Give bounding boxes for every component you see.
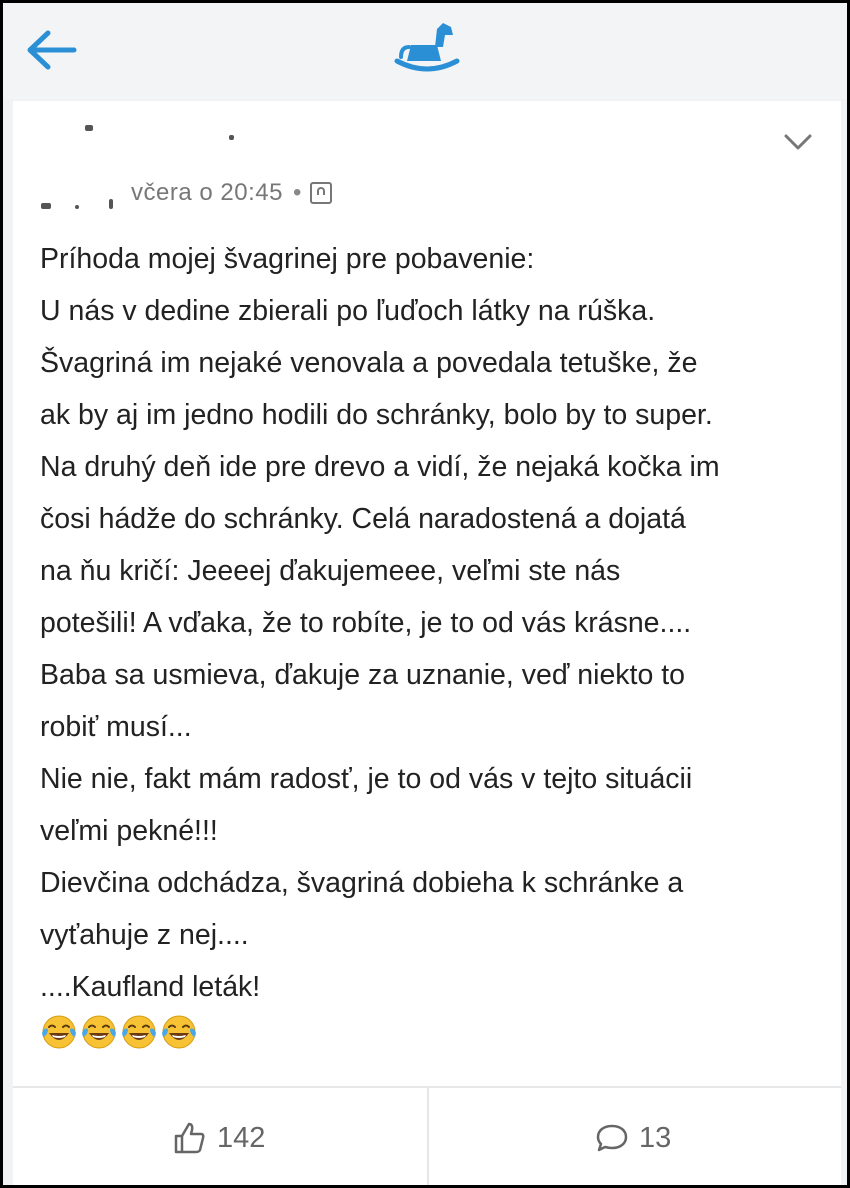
meta-separator: • [292,179,302,206]
post-text-line: ....Kaufland leták! [40,971,261,1003]
comment-button[interactable] [595,1113,671,1163]
comment-bubble-icon [595,1122,629,1154]
laughing-tears-emoji-icon [80,1013,118,1051]
laughing-tears-emoji-icon [120,1013,158,1051]
comment-count: 13 [639,1121,672,1154]
post-text-line: na ňu kričí: Jeeeej ďakujemeee, veľmi ste nás [40,555,621,587]
post-text-line: ak by aj im jedno hodili do schránky, bolo by to super. [40,399,713,431]
post-meta [131,179,332,207]
post-text-line: Švagriná im nejaké venovala a povedala tetuške, že [40,347,698,379]
arrow-left-icon [24,28,78,72]
like-button[interactable] [173,1113,265,1163]
redacted-author-mark [75,205,79,209]
post-timestamp[interactable]: včera o 20:45 [131,179,283,206]
post-text-line: robiť musí... [40,711,192,743]
laughing-tears-emoji-icon [40,1013,78,1051]
post-menu-button[interactable] [783,131,813,153]
app-logo[interactable] [391,17,463,77]
redacted-author-mark [85,125,93,131]
post-text-line: Na druhý deň ide pre drevo a vidí, že nejaká kočka im [40,451,720,483]
post-body [40,233,830,1013]
back-button[interactable] [21,25,81,75]
post-text-line: Nie nie, fakt mám radosť, je to od vás v tejto situácii [40,763,693,795]
post-text-line: veľmi pekné!!! [40,815,218,847]
chevron-down-icon [783,131,813,153]
laughing-tears-emoji-icon [160,1013,198,1051]
redacted-author-mark [229,135,234,140]
like-count: 142 [217,1121,266,1154]
post-text-line: vyťahuje z nej.... [40,919,249,951]
post-text-line: potešili! A vďaka, že to robíte, je to od vás krásne.... [40,607,692,639]
top-bar [3,3,847,99]
rocking-horse-icon [391,17,463,77]
post-text-line: čosi hádže do schránky. Celá naradostená a dojatá [40,503,686,535]
lock-icon [310,182,332,204]
redacted-author-mark [109,199,113,209]
post-text-line: Príhoda mojej švagrinej pre pobavenie: [40,243,535,275]
post-card [13,101,841,1185]
post-text-line: Dievčina odchádza, švagriná dobieha k schránke a [40,867,684,899]
laughing-emoji-row [40,1013,198,1053]
redacted-author-mark [41,203,51,209]
actions-separator [427,1088,429,1185]
post-text-line: Baba sa usmieva, ďakuje za uznanie, veď niekto to [40,659,685,691]
post-text-line: U nás v dedine zbierali po ľuďoch látky na rúška. [40,295,656,327]
thumbs-up-icon [173,1121,207,1155]
